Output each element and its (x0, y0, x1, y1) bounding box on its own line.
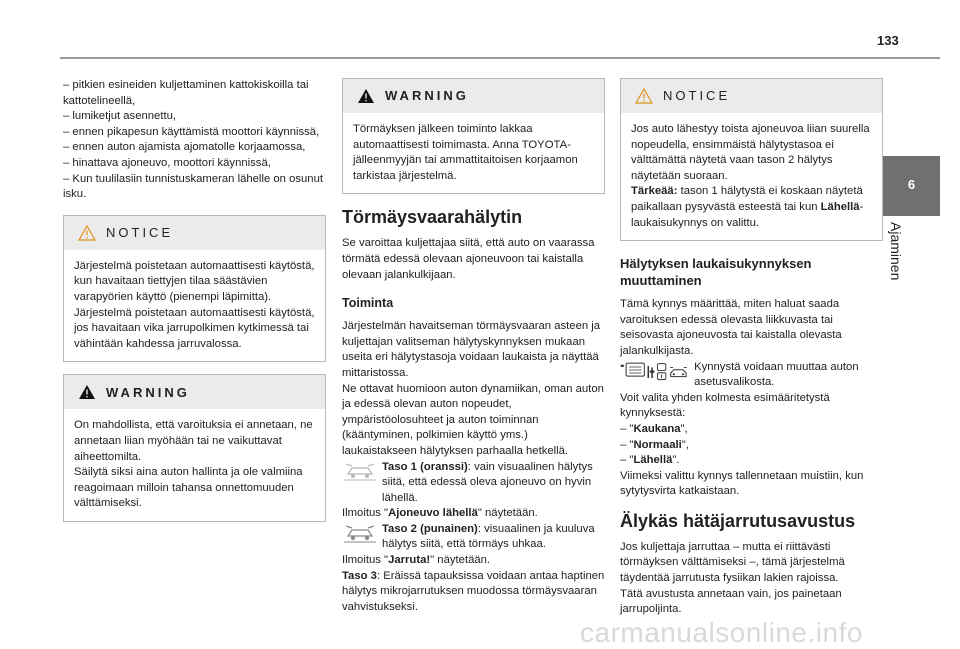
section-heading: Älykäs hätäjarrutusavustus (620, 510, 856, 531)
level-3: Taso 3: Eräissä tapauksissa voidaan antaa haptinen hälytys mikrojarrutuksen muodossa törmäysvaaran vahvistukseksi. (342, 569, 605, 613)
paragraph: Viimeksi valittu kynnys tallennetaan muistiin, kun sytytysvirta katkaistaan. (620, 469, 864, 498)
warning-title: WARNING (106, 384, 190, 400)
warning-icon (78, 384, 96, 400)
intro-paragraph: Se varoittaa kuljettajaa siitä, että auto on vaarassa törmätä edessä olevaan ajoneuvoon tai kaistalla olevaan jalankulkijaan. (342, 237, 595, 281)
chapter-tab-divider (883, 214, 940, 216)
paragraph: Voit valita yhden kolmesta esimääritetystä kynnyksestä: (620, 391, 830, 420)
list-item: – ennen pikapesun käyttämistä moottori käynnissä, (63, 125, 320, 138)
alert-level-1 (342, 460, 605, 507)
paragraph: Jos kuljettaja jarruttaa – mutta ei riittävästi törmäyksen välttämiseksi –, tämä järjestelmä täydentää jarrutusta fysiikan lakien rajoissa. (620, 540, 845, 585)
warning-icon (357, 88, 375, 104)
paragraph: Järjestelmän havaitseman törmäysvaaran asteen ja kuljettajan valitseman hälytyskynnyksen mukaan useita eri hälytystasoja voidaan laukaista ja näyttää mittaristossa. (342, 320, 601, 379)
threshold-option: – "Kaukana", (620, 422, 688, 435)
level-1-message: Ilmoitus "Ajoneuvo lähellä" näytetään. (342, 507, 538, 520)
notice-header (64, 216, 325, 250)
section-heading: Hälytyksen laukaisukynnyksen muuttaminen (620, 256, 812, 289)
list-item: – ennen auton ajamista ajomatolle korjaamossa, (63, 141, 306, 154)
level-2-label: Taso 2 (punainen) (382, 522, 478, 535)
settings-text: Kynnystä voidaan muuttaa auton asetusvalikosta. (694, 360, 859, 389)
column-left (63, 78, 326, 534)
notice-icon (78, 225, 96, 241)
level-2-text: : visuaalinen ja kuuluva hälytys siitä, että törmäys uhkaa. (382, 522, 595, 551)
chapter-tab[interactable]: 6 (883, 156, 940, 214)
column-right (620, 78, 883, 618)
paragraph: Tätä avustusta annetaan vain, jos painetaan jarrupoljinta. (620, 587, 842, 616)
warning-box (63, 374, 326, 522)
notice-text: Järjestelmä poistetaan automaattisesti käytöstä, jos havaitaan vika jarrupolkimen kytkimessä tai vähintään kahdessa jarruvalossa. (74, 306, 315, 350)
chapter-label: Ajaminen (888, 222, 904, 281)
notice-text: Järjestelmä poistetaan automaattisesti käytöstä, kun havaitaan tiettyjen tilaa säästävien varapyörien käyttö (pienempi läpimitta). (74, 259, 315, 303)
notice-box (63, 215, 326, 363)
notice-header (621, 79, 882, 113)
threshold-option: – "Normaali", (620, 438, 689, 451)
list-item: – lumiketjut asennettu, (63, 110, 177, 123)
paragraph: Ne ottavat huomioon auton dynamiikan, oman auton ja edessä olevan auton nopeudet, ympäristöolosuhteet ja auton toiminnan (kääntyminen, polkimien käyttö yms.) laukaistakseen hälytyksen parhaalla hetkellä. (342, 382, 604, 457)
notice-important: Tärkeää: tason 1 hälytystä ei koskaan näytetä paikallaan pysyvästä esteestä tai kun Lähellä-laukaisukynnys on valittu. (631, 185, 864, 229)
collision-alert-icon (342, 522, 378, 544)
list-item: – pitkien esineiden kuljettaminen kattokiskoilla tai kattotelineellä, (63, 79, 309, 107)
warning-box (342, 78, 605, 194)
notice-text: Jos auto lähestyy toista ajoneuvoa liian suurella nopeudella, ensimmäistä hälytystasoa ei välttämättä näytetä vaan tason 2 hälytys näytetään suoraan. (631, 123, 870, 182)
watermark: carmanualsonline.info (580, 617, 863, 648)
warning-text: Säilytä siksi aina auton hallinta ja ole valmiina reagoimaan milloin tahansa onnettomuuden välttämiseksi. (74, 466, 303, 510)
notice-title: NOTICE (663, 88, 731, 104)
subsection-heading: Toiminta (342, 296, 394, 311)
warning-text: Törmäyksen jälkeen toiminto lakkaa automaattisesti toimimasta. Anna TOYOTA-jälleenmyyjän tai ammattitaitoisen korjaamon tarkistaa järjestelmä. (353, 123, 578, 182)
car-icon (667, 360, 690, 384)
level-2-message: Ilmoitus "Jarruta!" näytetään. (342, 554, 491, 567)
notice-title: NOTICE (106, 224, 174, 240)
collision-alert-icon (342, 460, 378, 482)
settings-icon (646, 360, 667, 384)
section-heading: Törmäysvaarahälytin (342, 207, 523, 228)
warning-header (343, 79, 604, 113)
condition-list (63, 78, 326, 203)
list-item: – Kun tuulilasiin tunnistuskameran lähelle on osunut isku. (63, 172, 323, 201)
column-middle (342, 78, 605, 615)
warning-title: WARNING (385, 88, 469, 104)
header-rule (60, 57, 940, 59)
alert-level-2 (342, 522, 605, 553)
screen-menu-icon (620, 360, 646, 380)
notice-box (620, 78, 883, 241)
warning-header (64, 375, 325, 409)
warning-text: On mahdollista, että varoituksia ei annetaan, ne annetaan liian myöhään tai ne vaikuttavat aiheettomilta. (74, 419, 313, 463)
paragraph: Tämä kynnys määrittää, miten haluat saada varoituksen edessä olevasta liikkuvasta tai seisovasta ajoneuvosta tai kaistalla olevasta jalankulkijasta. (620, 298, 842, 357)
settings-icons-row (620, 360, 883, 391)
level-1-label: Taso 1 (oranssi) (382, 460, 468, 473)
list-item: – hinattava ajoneuvo, moottori käynnissä, (63, 156, 271, 169)
notice-icon (635, 88, 653, 104)
threshold-option: – "Lähellä". (620, 454, 680, 467)
level-3-label: Taso 3 (342, 569, 377, 582)
page-number: 133 (877, 33, 899, 48)
level-1-text: : vain visuaalinen hälytys siitä, että edessä oleva ajoneuvo on hyvin lähellä. (382, 460, 593, 504)
